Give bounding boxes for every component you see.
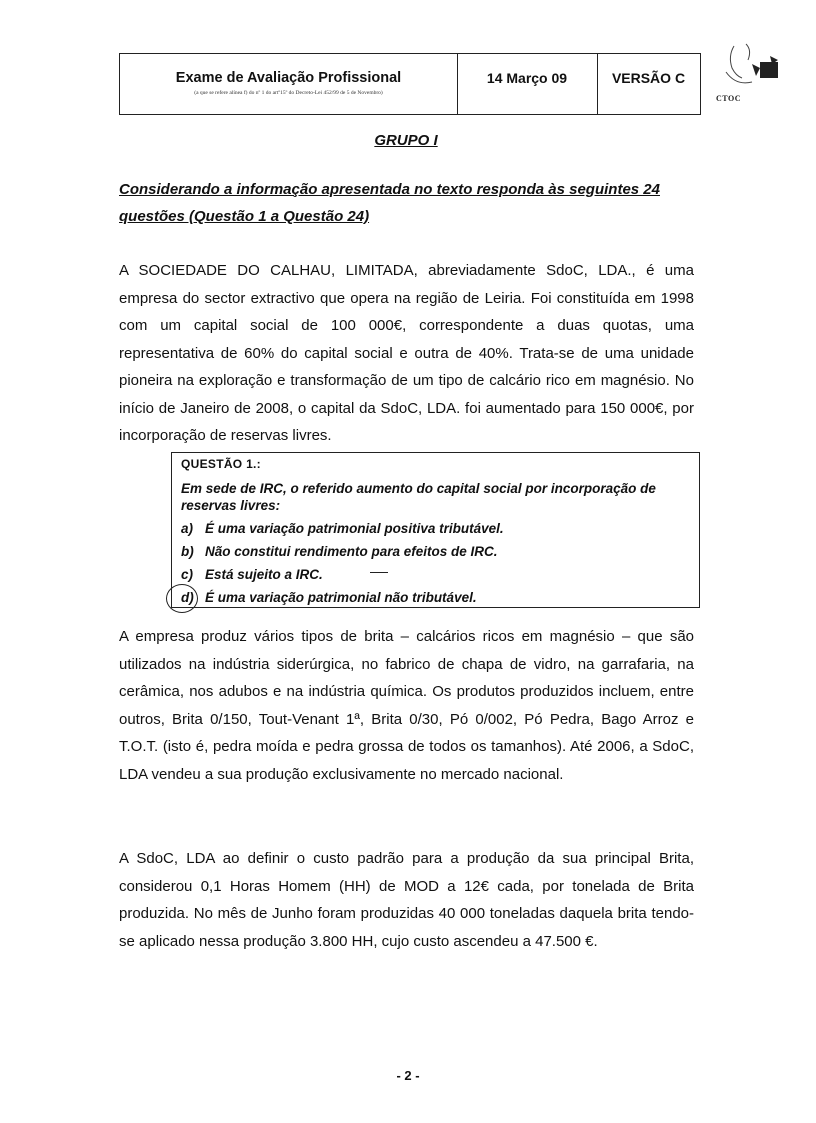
instructions: Considerando a informação apresentada no texto responda às seguintes 24 questões (Questão 1 a Questão 24) xyxy=(119,181,660,225)
logo-text: CTOC xyxy=(716,94,741,103)
option-b[interactable] xyxy=(181,544,498,559)
paragraph-products: A empresa produz vários tipos de brita – calcários ricos em magnésio – que são utilizados na indústria siderúrgica, no fabrico de chapa de vidro, na garrafaria, na cerâmica, nos adubos e na indústria química. Os produtos produzidos incluem, entre outros, Brita 0/150, Tout-Venant 1ª, Brita 0/30, Pó 0/002, Pó Pedra, Bago Arroz e T.O.T. (isto é, pedra moída e pedra grossa de todos os tamanhos). Até 2006, a SdoC, LDA vendeu a sua produção exclusivamente no mercado nacional. xyxy=(119,628,694,783)
option-letter: c) xyxy=(181,567,194,582)
question-box xyxy=(171,452,700,608)
option-text: É uma variação patrimonial positiva tributável. xyxy=(205,521,504,536)
option-text: Não constitui rendimento para efeitos de IRC. xyxy=(205,544,498,559)
exam-date: 14 Março 09 xyxy=(486,70,568,86)
exam-header xyxy=(119,53,701,115)
option-c[interactable] xyxy=(181,567,323,582)
group-title xyxy=(0,132,816,149)
option-text: Está sujeito a IRC. xyxy=(205,567,323,582)
handwritten-mark xyxy=(370,572,388,573)
option-d[interactable] xyxy=(181,590,477,605)
question-label: QUESTÃO 1.: xyxy=(181,457,261,471)
question-stem: Em sede de IRC, o referido aumento do capital social por incorporação de reservas livres: xyxy=(181,481,656,513)
option-letter: a) xyxy=(181,521,194,536)
option-letter: d) xyxy=(181,590,194,605)
option-letter: b) xyxy=(181,544,194,559)
group-title-text: GRUPO I xyxy=(374,132,438,149)
paragraph-company-description: A SOCIEDADE DO CALHAU, LIMITADA, abreviadamente SdoC, LDA., é uma empresa do sector extractivo que opera na região de Leiria. Foi constituída em 1998 com um capital social de 100 000€, correspondente a duas quotas, uma representativa de 60% do capital social e outra de 40%. Trata-se de uma unidade pioneira na exploração e transformação de um tipo de calcário rico em magnésio. No início de Janeiro de 2008, o capital da SdoC, LDA. foi aumentado para 150 000€, por incorporação de reservas livres. xyxy=(119,262,694,444)
handwritten-answer-circle xyxy=(166,584,198,613)
option-text: É uma variação patrimonial não tributável. xyxy=(205,590,477,605)
exam-subtitle: (a que se refere alínea f) do nº 1 do artº15º do Decreto-Lei 452/99 de 5 de Novembro) xyxy=(194,90,383,96)
paragraph-standard-cost: A SdoC, LDA ao definir o custo padrão para a produção da sua principal Brita, considerou 0,1 Horas Homem (HH) de MOD a 12€ cada, por tonelada de Brita produzida. No mês de Junho foram produzidas 40 000 toneladas daquela brita tendo-se aplicado nessa produção 3.800 HH, cujo custo ascendeu a 47.500 €. xyxy=(119,850,694,950)
exam-title: Exame de Avaliação Profissional xyxy=(175,70,402,86)
option-a[interactable] xyxy=(181,521,504,536)
exam-version: VERSÃO C xyxy=(611,70,686,86)
page-number: - 2 - xyxy=(396,1068,420,1083)
